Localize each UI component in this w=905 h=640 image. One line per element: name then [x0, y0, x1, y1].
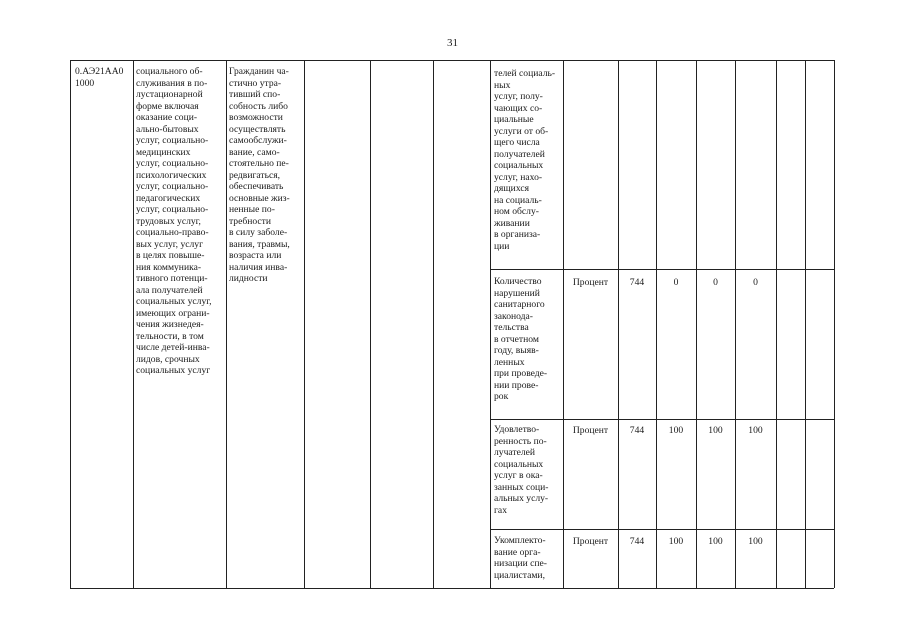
registry-code-cell: 0.АЭ21АА0 1000	[75, 66, 124, 89]
col-line	[656, 60, 657, 588]
col-line	[563, 60, 564, 588]
indicator-okei-2: 744	[629, 425, 645, 436]
row-divider-1	[490, 269, 834, 270]
indicator-name-0: телей социаль- ных услуг, полу- чающих со- циальные услуги от об- щего числа получателей социальных услуг, нахо- дящихся на социаль- ном обслу- живании в организа- ции	[494, 68, 556, 252]
indicator-value-2c: 100	[748, 425, 763, 436]
col-line	[618, 60, 619, 588]
col-line	[834, 60, 835, 588]
recipient-category-cell: Гражданин ча- стично утра- тивший спо- собность либо возможности осуществлять самообслужи- вание, само- стоятельно пе- редвигаться, обеспечивать основные жиз- ненные по- требности в силу заболе- вания, травмы, возраста или наличия инва- лидности	[229, 66, 290, 284]
indicator-unit-1: Процент	[572, 277, 609, 288]
col-line	[805, 60, 806, 588]
col-line	[370, 60, 371, 588]
col-line	[776, 60, 777, 588]
indicator-value-2a: 100	[668, 425, 684, 436]
indicator-value-1c: 0	[753, 277, 758, 288]
col-line	[490, 60, 491, 588]
service-content-cell: социального об- служивания в по- лустационарной форме включая оказание соци- ально-бытовых услуг, социально- медицинских услуг, социально- психологических услуг, социально- педагогических услуг, социально- трудовых услуг, социально-право- вых услуг, услуг в целях повыше- ния коммуника- тивного потенци- ала получателей социальных услуг, имеющих ограни- чения жизнедея- тельности, в том числе детей-инва- лидов, срочных социальных услуг	[136, 66, 212, 376]
row-divider-3	[490, 529, 834, 530]
col-line	[696, 60, 697, 588]
indicator-value-3a: 100	[668, 536, 684, 547]
col-line	[735, 60, 736, 588]
indicator-value-3b: 100	[708, 536, 723, 547]
page-number: 31	[447, 37, 458, 49]
col-line	[226, 60, 227, 588]
indicator-name-3: Укомплекто- вание орга- низации спе- циалистами,	[494, 535, 547, 581]
row-divider-2	[490, 419, 834, 420]
indicator-value-1a: 0	[673, 277, 679, 288]
indicator-unit-3: Процент	[572, 536, 609, 547]
indicator-name-2: Удовлетво- ренность по- лучателей социальных услуг в ока- занных соци- альных услу- гах	[494, 424, 549, 516]
indicator-unit-2: Процент	[572, 425, 609, 436]
table-top-border	[70, 60, 834, 61]
col-line	[133, 60, 134, 588]
indicator-okei-3: 744	[629, 536, 645, 547]
col-line	[70, 60, 71, 588]
indicator-value-1b: 0	[713, 277, 718, 288]
indicator-value-2b: 100	[708, 425, 723, 436]
table-bottom-border	[70, 588, 834, 589]
indicator-value-3c: 100	[748, 536, 763, 547]
indicator-okei-1: 744	[629, 277, 645, 288]
col-line	[304, 60, 305, 588]
col-line	[433, 60, 434, 588]
indicator-name-1: Количество нарушений санитарного законода- тельства в отчетном году, выяв- ленных при проведе- нии прове- рок	[494, 276, 548, 402]
